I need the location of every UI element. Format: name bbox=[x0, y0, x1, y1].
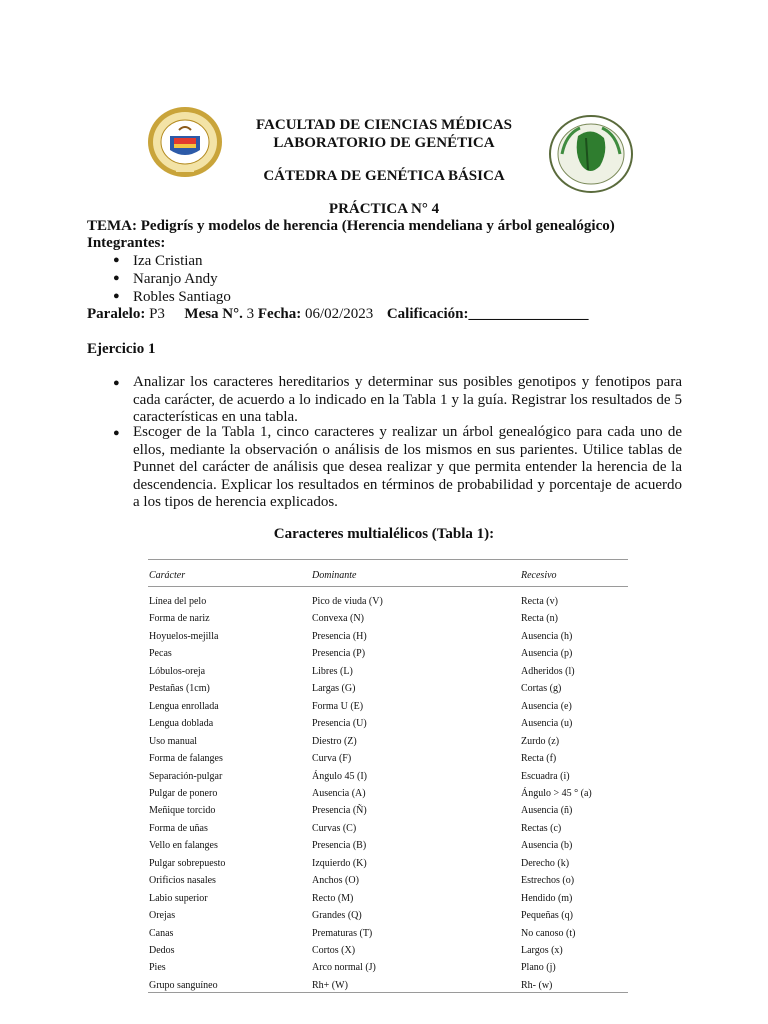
table-row bbox=[0, 962, 768, 979]
column-header-recesivo: Recesivo bbox=[521, 570, 557, 581]
bullet-icon: ● bbox=[113, 254, 120, 266]
cell-recesivo: Pequeñas (q) bbox=[521, 910, 573, 922]
cell-dominante: Forma U (E) bbox=[312, 700, 364, 712]
cell-caracter: Pulgar de ponero bbox=[149, 787, 218, 799]
cell-caracter: Grupo sanguíneo bbox=[149, 979, 218, 991]
member-item: Iza Cristian bbox=[133, 253, 203, 269]
exercise-title: Ejercicio 1 bbox=[87, 341, 156, 357]
mesa-value: 3 bbox=[246, 306, 255, 322]
column-header-caracter: Carácter bbox=[149, 570, 186, 581]
cell-dominante: Presencia (Ñ) bbox=[312, 805, 367, 817]
cell-caracter: Lengua enrollada bbox=[149, 700, 219, 712]
cell-recesivo: Zurdo (z) bbox=[521, 735, 560, 747]
table-row bbox=[0, 718, 768, 735]
member-item: Robles Santiago bbox=[133, 289, 231, 305]
cell-dominante: Ausencia (A) bbox=[312, 787, 366, 799]
cell-dominante: Rh+ (W) bbox=[312, 979, 348, 991]
table-row bbox=[0, 613, 768, 630]
cell-recesivo: Ausencia (ñ) bbox=[521, 805, 573, 817]
cell-dominante: Presencia (U) bbox=[312, 718, 367, 730]
cell-dominante: Presencia (H) bbox=[312, 630, 367, 642]
cell-recesivo: Ángulo > 45 ° (a) bbox=[521, 787, 592, 799]
cell-recesivo: Adheridos (l) bbox=[521, 665, 575, 677]
info-line bbox=[87, 305, 588, 323]
member-item: Naranjo Andy bbox=[133, 271, 218, 287]
cell-recesivo: Hendido (m) bbox=[521, 892, 573, 904]
cell-recesivo: Recta (n) bbox=[521, 613, 558, 625]
cell-dominante: Diestro (Z) bbox=[312, 735, 357, 747]
cell-caracter: Hoyuelos-mejilla bbox=[149, 630, 219, 642]
cell-dominante: Curvas (C) bbox=[312, 822, 357, 834]
cell-dominante: Presencia (B) bbox=[312, 840, 367, 852]
table-row bbox=[0, 788, 768, 805]
cell-caracter: Meñique torcido bbox=[149, 805, 216, 817]
cell-dominante: Grandes (Q) bbox=[312, 910, 362, 922]
cell-recesivo: No canoso (t) bbox=[521, 927, 576, 939]
table-caption: Caracteres multialélicos (Tabla 1): bbox=[273, 526, 495, 542]
table-row bbox=[0, 596, 768, 613]
column-header-dominante: Dominante bbox=[312, 570, 357, 581]
table-row bbox=[0, 701, 768, 718]
paralelo-value: P3 bbox=[149, 306, 165, 322]
cell-caracter: Uso manual bbox=[149, 735, 198, 747]
mesa-label: Mesa N°. bbox=[184, 306, 243, 322]
table-row bbox=[0, 875, 768, 892]
bullet-icon: ● bbox=[113, 377, 120, 389]
cell-dominante: Largas (G) bbox=[312, 683, 356, 695]
cell-dominante: Libres (L) bbox=[312, 665, 353, 677]
cell-caracter: Lengua doblada bbox=[149, 718, 214, 730]
cell-dominante: Curva (F) bbox=[312, 753, 352, 765]
table-header-rule bbox=[148, 586, 628, 587]
cell-dominante: Cortos (X) bbox=[312, 945, 356, 956]
cell-recesivo: Ausencia (e) bbox=[521, 700, 572, 712]
cell-caracter: Forma de uñas bbox=[149, 822, 208, 834]
fecha-label: Fecha: bbox=[257, 306, 302, 322]
integrantes-label: Integrantes: bbox=[87, 235, 166, 251]
fecha-value: 06/02/2023 bbox=[304, 306, 374, 322]
cell-caracter: Vello en falanges bbox=[149, 840, 218, 852]
cell-recesivo: Recta (f) bbox=[521, 753, 557, 765]
table-row bbox=[0, 805, 768, 822]
table-row bbox=[0, 648, 768, 665]
cell-recesivo: Largos (x) bbox=[521, 945, 563, 956]
table-top-rule bbox=[148, 559, 628, 560]
cell-caracter: Dedos bbox=[149, 945, 175, 956]
cell-dominante: Ángulo 45 (I) bbox=[312, 770, 367, 782]
bullet-icon: ● bbox=[113, 290, 120, 302]
faculty-title: FACULTAD DE CIENCIAS MÉDICAS bbox=[255, 117, 512, 133]
tema-line bbox=[87, 217, 687, 235]
table-row bbox=[0, 910, 768, 927]
cell-caracter: Labio superior bbox=[149, 892, 208, 904]
tema-label: TEMA: bbox=[87, 218, 137, 234]
cell-recesivo: Ausencia (u) bbox=[521, 718, 573, 730]
cell-dominante: Prematuras (T) bbox=[312, 927, 373, 939]
tema-value: Pedigrís y modelos de herencia (Herencia mendeliana y árbol genealógico) bbox=[140, 218, 615, 234]
table-row bbox=[0, 928, 768, 945]
cell-recesivo: Ausencia (p) bbox=[521, 648, 573, 660]
cell-recesivo: Estrechos (o) bbox=[521, 875, 575, 887]
cell-recesivo: Rh- (w) bbox=[521, 979, 553, 991]
cell-recesivo: Ausencia (h) bbox=[521, 630, 573, 642]
cell-caracter: Lóbulos-oreja bbox=[149, 665, 206, 677]
cell-caracter: Pulgar sobrepuesto bbox=[149, 857, 226, 869]
cell-caracter: Línea del pelo bbox=[149, 596, 207, 607]
cell-caracter: Separación-pulgar bbox=[149, 770, 223, 782]
table-row bbox=[0, 631, 768, 648]
bullet-icon: ● bbox=[113, 427, 120, 439]
exercise-bullet: Escoger de la Tabla 1, cinco caracteres y realizar un árbol genealógico para cada uno de ellos, mediante la observación o análisis de los mismos en sus parientes. Utilice tablas de Punnet del carácter de análisis que desea realizar y que permita entender la herencia de la descendencia. Explicar los resultados en términos de probabilidad y porcentaje de acuerdo a los tipos de herencia explicados. bbox=[133, 424, 682, 511]
cell-caracter: Pecas bbox=[149, 648, 172, 660]
table-row bbox=[0, 823, 768, 840]
cell-caracter: Forma de nariz bbox=[149, 613, 210, 625]
table-bottom-rule bbox=[148, 992, 628, 993]
table-row bbox=[0, 771, 768, 788]
table-row bbox=[0, 858, 768, 875]
cell-recesivo: Recta (v) bbox=[521, 596, 558, 607]
cell-caracter: Orificios nasales bbox=[149, 875, 216, 887]
table-row bbox=[0, 945, 768, 962]
cell-recesivo: Plano (j) bbox=[521, 962, 556, 974]
cell-dominante: Arco normal (J) bbox=[312, 962, 376, 974]
cell-dominante: Recto (M) bbox=[312, 892, 354, 904]
cell-recesivo: Rectas (c) bbox=[521, 822, 562, 834]
calificacion-label: Calificación:________________ bbox=[386, 306, 589, 322]
practice-title: PRÁCTICA N° 4 bbox=[328, 201, 440, 217]
bullet-icon: ● bbox=[113, 272, 120, 284]
table-row bbox=[0, 980, 768, 997]
table-row bbox=[0, 736, 768, 753]
chair-title: CÁTEDRA DE GENÉTICA BÁSICA bbox=[263, 168, 505, 184]
lab-title: LABORATORIO DE GENÉTICA bbox=[273, 135, 495, 151]
cell-caracter: Forma de falanges bbox=[149, 753, 223, 765]
cell-caracter: Canas bbox=[149, 927, 174, 939]
table-row bbox=[0, 840, 768, 857]
exercise-bullet: Analizar los caracteres hereditarios y determinar sus posibles genotipos y fenotipos para cada carácter, de acuerdo a lo indicado en la Tabla 1 y la guía. Registrar los resultados de 5 características en una tabla. bbox=[133, 374, 682, 426]
cell-dominante: Anchos (O) bbox=[312, 875, 359, 887]
table-row bbox=[0, 683, 768, 700]
cell-dominante: Izquierdo (K) bbox=[312, 857, 367, 869]
cell-caracter: Pies bbox=[149, 962, 166, 974]
table-row bbox=[0, 893, 768, 910]
cell-caracter: Orejas bbox=[149, 910, 176, 922]
cell-recesivo: Derecho (k) bbox=[521, 857, 570, 869]
cell-recesivo: Ausencia (b) bbox=[521, 840, 573, 852]
cell-recesivo: Escuadra (i) bbox=[521, 770, 570, 782]
cell-dominante: Convexa (N) bbox=[312, 613, 364, 625]
cell-caracter: Pestañas (1cm) bbox=[149, 683, 210, 695]
cell-dominante: Pico de viuda (V) bbox=[312, 596, 383, 607]
cell-recesivo: Cortas (g) bbox=[521, 683, 562, 695]
cell-dominante: Presencia (P) bbox=[312, 648, 366, 660]
table-row bbox=[0, 753, 768, 770]
table-row bbox=[0, 666, 768, 683]
paralelo-label: Paralelo: bbox=[87, 306, 146, 322]
